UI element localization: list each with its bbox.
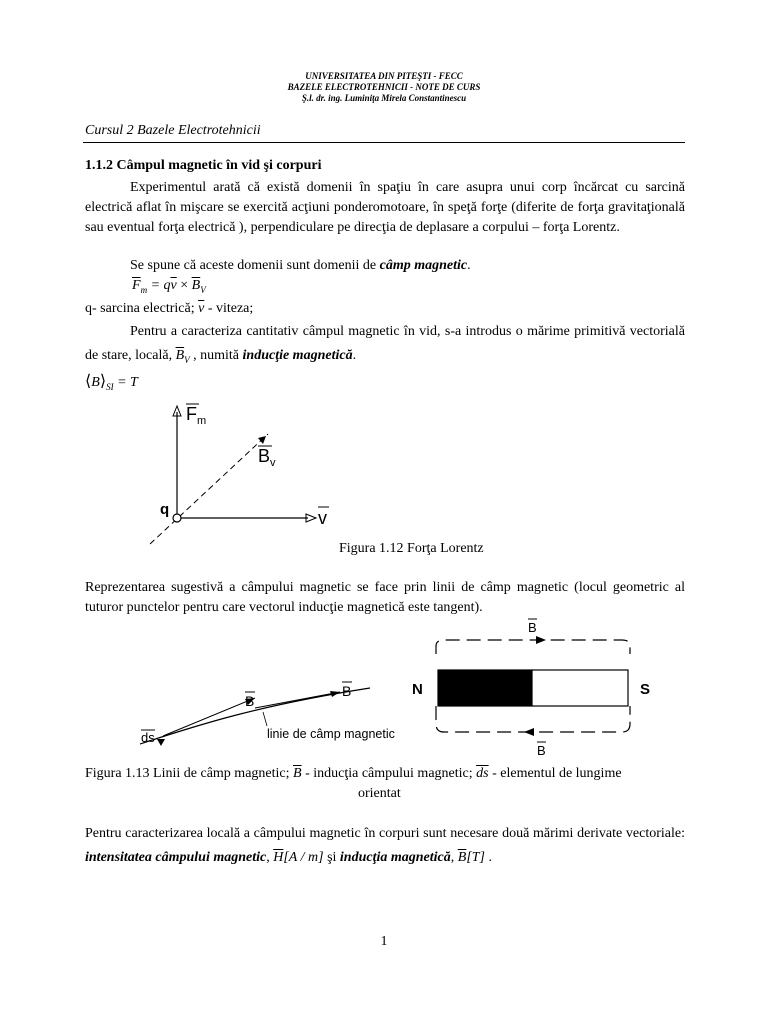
top-arrow: [536, 636, 546, 644]
tangent-vector-2: [255, 692, 340, 708]
term-magnetic-induction-2: inducţia magnetică: [339, 850, 451, 865]
term-magnetic-induction: inducţie magnetică: [242, 348, 353, 363]
figure-1-12-caption: Figura 1.12 Forţa Lorentz: [339, 541, 484, 556]
magnet-north-half: [438, 670, 532, 706]
label-bv-sub: v: [270, 457, 276, 469]
field-line-bottom: [436, 706, 630, 732]
page-number: 1: [380, 934, 388, 949]
term-magnetic-field: câmp magnetic: [379, 258, 468, 273]
paragraph-experiment: Experimentul arată că există domenii în spaţiu în care asupra unui corp încărcat cu sarcină electrică aflat în mişcare se exercită acţiuni ponderomotoare, în speţă forţe (diferite de forţa gravitaţională sau eventual forţa electrică ), perpendiculare pe direcţia de deplasare a corpului – forţa Lorentz.: [85, 180, 685, 235]
magnet-south-half: [532, 670, 628, 706]
figure-1-13-caption-line2: orientat: [358, 786, 401, 801]
header-author: Ş.l. dr. ing. Luminiţa Mirela Constantinescu: [301, 93, 467, 103]
definition-charge-velocity: q- sarcina electrică; $\overline{v}$ - viteza;: [85, 301, 254, 316]
label-field-line: linie de câmp magnetic: [267, 727, 395, 741]
label-north: N: [412, 681, 423, 698]
course-title: Cursul 2 Bazele Electrotehnicii: [85, 123, 261, 138]
label-fm: F: [186, 404, 197, 424]
label-b-1: B: [245, 693, 255, 709]
label-b-2: B: [342, 683, 352, 699]
formula-si-unit: $⟨B⟩_{SI} = T$: [85, 373, 138, 392]
header-university: UNIVERSITATEA DIN PITEŞTI - FECC: [305, 71, 463, 81]
label-ds: ds: [141, 730, 155, 745]
figure-1-13-caption: Figura 1.13 Linii de câmp magnetic; $\overline{B}$ - inducţia câmpului magnetic; $\overline{ds}$ - elementul de lungime: [85, 766, 622, 781]
bv-direction-line: [150, 434, 271, 544]
label-b-bottom: B: [537, 743, 546, 758]
header-course-notes: BAZELE ELECTROTEHNICII - NOTE DE CURS: [287, 82, 481, 92]
figure-field-line: [135, 676, 415, 756]
paragraph-domains: Se spune că aceste domenii sunt domenii de câmp magnetic.: [130, 258, 471, 273]
bv-arrow-head: [258, 436, 266, 444]
title-divider: [83, 142, 685, 143]
ds-arrow-head: [157, 739, 165, 746]
label-q: q: [160, 501, 170, 518]
field-line-top: [436, 640, 630, 654]
paragraph-magnetic-induction: Pentru a caracteriza cantitativ câmpul magnetic în vid, s-a introdus o mărime primitivă vectorială de stare, locală, $\overline{B}_V$ , numită inducţie magnetică.: [85, 324, 685, 365]
label-south: S: [640, 681, 650, 698]
tangent-arrow-2: [330, 691, 340, 697]
section-title: 1.1.2 Câmpul magnetic în vid şi corpuri: [85, 158, 322, 173]
charge-point: [173, 514, 181, 522]
formula-lorentz: $\overline{F}_m = q\overline{v} \times \overline{B}_V$: [132, 278, 206, 295]
leader-line: [263, 712, 267, 726]
term-field-intensity: intensitatea câmpului magnetic: [85, 850, 267, 865]
paragraph-derived-quantities: Pentru caracterizarea locală a câmpului magnetic în corpuri sunt necesare două mărimi derivate vectoriale: intensitatea câmpului magnetic, $\overline{H}[A / m]$ şi inducţia magnetică, $\overline{B}[T]$ .: [85, 826, 685, 865]
label-fm-sub: m: [197, 415, 207, 427]
figure-lorentz-force: [140, 392, 350, 552]
label-v: v: [318, 508, 327, 528]
tangent-vector-1: [163, 698, 255, 736]
paragraph-field-lines: Reprezentarea sugestivă a câmpului magnetic se face prin linii de câmp magnetic (locul geometric al tuturor punctelor pentru care vectorul inducţie magnetică este tangent).: [85, 580, 685, 615]
bottom-arrow: [524, 728, 534, 736]
label-b-top: B: [528, 620, 537, 635]
figure-bar-magnet: [400, 614, 650, 762]
label-bv: B: [258, 446, 271, 466]
